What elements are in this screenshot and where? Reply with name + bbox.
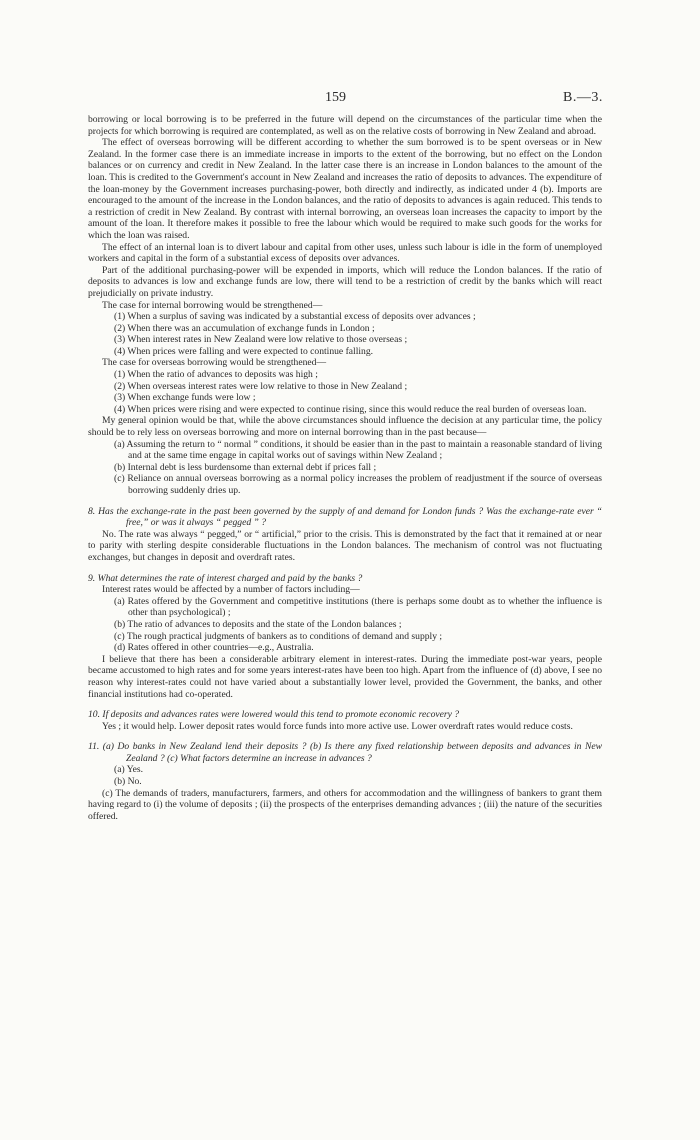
- paragraph: (3) When exchange funds were low ;: [114, 392, 256, 404]
- question-heading: 10. If deposits and advances rates were lowered would this tend to promote economic recovery ?: [88, 709, 460, 721]
- question-heading: 9. What determines the rate of interest charged and paid by the banks ?: [88, 572, 363, 584]
- paragraph: (c) The rough practical judgments of bankers as to conditions of demand and supply ;: [114, 630, 443, 642]
- paragraph: (2) When overseas interest rates were low relative to those in New Zealand ;: [114, 380, 408, 392]
- paragraph: (2) When there was an accumulation of exchange funds in London ;: [114, 322, 375, 334]
- paragraph: (b) No.: [114, 776, 142, 788]
- paragraph: (a) Rates offered by the Government and competitive institutions (there is perhaps some doubt as to whether the influence is other than psychological) ;: [114, 595, 602, 619]
- paragraph: (4) When prices were falling and were expected to continue falling.: [114, 345, 374, 357]
- paragraph: The case for internal borrowing would be strengthened—: [102, 299, 323, 311]
- paragraph: (c) Reliance on annual overseas borrowing as a normal policy increases the problem of readjustment if the source of overseas borrowing suddenly dries up.: [114, 473, 602, 496]
- paragraph: Interest rates would be affected by a number of factors including—: [102, 584, 360, 596]
- paragraph: Yes ; it would help. Lower deposit rates would force funds into more active use. Lower overdraft rates would reduce costs.: [102, 720, 573, 732]
- paragraph: No. The rate was always “ pegged,” or “ artificial,” prior to the crisis. This is demonstrated by the fact that it remained at or near to parity with sterling despite considerable fluctuations in the London balances. The mechanism of control was not fluctuating exchanges, but changes in deposit and overdraft rates.: [88, 528, 602, 563]
- document-body: [88, 114, 602, 822]
- document-reference: B.—3.: [563, 90, 603, 105]
- paragraph: The case for overseas borrowing would be strengthened—: [102, 357, 327, 369]
- paragraph: (b) The ratio of advances to deposits and the state of the London balances ;: [114, 618, 402, 630]
- paragraph: (a) Yes.: [114, 764, 144, 776]
- paragraph: (4) When prices were rising and were expected to continue rising, since this would reduce the real burden of overseas loan.: [114, 403, 587, 415]
- paragraph: borrowing or local borrowing is to be preferred in the future will depend on the circumstances of the particular time when the projects for which borrowing is required are contemplated, as well as on the relative costs of borrowing in New Zealand and abroad.: [88, 114, 602, 137]
- paragraph: (1) When a surplus of saving was indicated by a substantial excess of deposits over advances ;: [114, 311, 476, 323]
- question-heading: 11. (a) Do banks in New Zealand lend their deposits ? (b) Is there any fixed relationship between deposits and advances in New Zealand ? (c) What factors determine an increase in advances ?: [88, 741, 602, 764]
- paragraph: (1) When the ratio of advances to deposits was high ;: [114, 369, 318, 381]
- paragraph: (c) The demands of traders, manufacturers, farmers, and others for accommodation and the willingness of bankers to grant them having regard to (i) the volume of deposits ; (ii) the prospects of the enterprises demanding advances ; (iii) the nature of the securities offered.: [88, 787, 602, 822]
- paragraph: (a) Assuming the return to “ normal ” conditions, it should be easier than in the past to maintain a reasonable standard of living and at the same time engage in capital works out of savings within New Zealand ;: [114, 438, 602, 462]
- paragraph: The effect of overseas borrowing will be different according to whether the sum borrowed is to be spent overseas or in New Zealand. In the former case there is an immediate increase in imports to the extent of the borrowing, but no effect on the London balances or on currency and credit in New Zealand. In the latter case there is an increase in London balances to the amount of the loan. This is credited to the Government's account in New Zealand and increases the ratio of deposits to advances. The expenditure of the loan-money by the Government increases purchasing-power, both directly and indirectly, as indicated under 4 (b). Imports are encouraged to the amount of the increase in the London balances, and the ratio of deposits to advances is again reduced. This tends to a restriction of credit in New Zealand. By contrast with internal borrowing, an overseas loan increases the capacity to import by the amount of the loan. It therefore makes it possible to free the labour which would be required to make such goods for the works for which the loan was raised.: [88, 137, 602, 241]
- question-heading: 8. Has the exchange-rate in the past been governed by the supply of and demand for London funds ? Was the exchange-rate ever “ free,” or was it always “ pegged ” ?: [88, 505, 602, 529]
- page-number: 159: [325, 90, 346, 105]
- paragraph: Part of the additional purchasing-power will be expended in imports, which will reduce the London balances. If the ratio of deposits to advances is low and exchange funds are low, there will tend to be a restriction of credit by the banks which will react prejudicially on private industry.: [88, 264, 602, 299]
- paragraph: (3) When interest rates in New Zealand were low relative to those overseas ;: [114, 334, 408, 346]
- paragraph: My general opinion would be that, while the above circumstances should influence the decision at any particular time, the policy should be to rely less on overseas borrowing and more on internal borrowing than in the past because—: [88, 415, 602, 439]
- paragraph: I believe that there has been a considerable arbitrary element in interest-rates. During the immediate post-war years, people became accustomed to high rates and for some years interest-rates have been too high. Apart from the influence of (d) above, I see no reason why interest-rates could not have varied about a substantially lower level, provided the Government, the banks, and other financial institutions had co-operated.: [88, 653, 602, 700]
- paragraph: (b) Internal debt is less burdensome than external debt if prices fall ;: [114, 461, 377, 473]
- paragraph: (d) Rates offered in other countries—e.g., Australia.: [114, 642, 314, 654]
- paragraph: The effect of an internal loan is to divert labour and capital from other uses, unless such labour is idle in the form of unemployed workers and capital in the form of a substantial excess of deposits over advances.: [88, 241, 602, 265]
